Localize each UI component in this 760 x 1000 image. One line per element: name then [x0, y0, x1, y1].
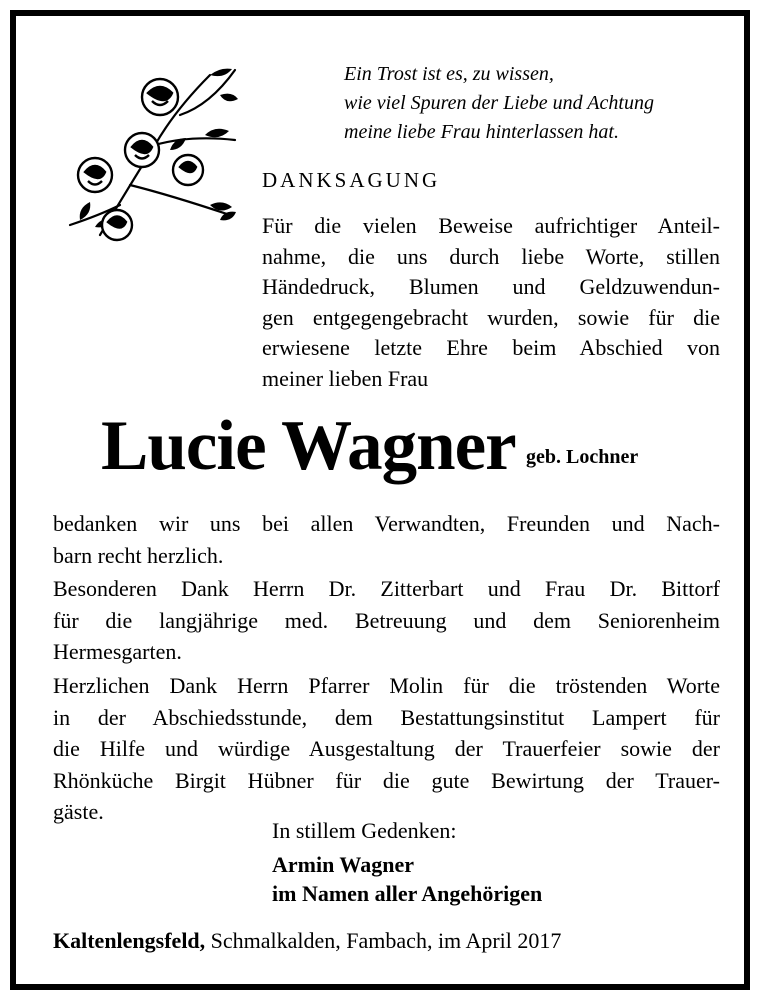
quote-line-3: meine liebe Frau hinterlassen hat.: [344, 121, 619, 143]
signer-name: Armin Wagner: [272, 852, 414, 877]
thanks-paragraph-1: [53, 508, 720, 571]
body-line: Rhönküche Birgit Hübner für die gute Bewirtung der Trauer-: [53, 767, 720, 793]
intro-line: erwiesene letzte Ehre beim Abschied von: [262, 335, 720, 360]
quote-line-2: wie viel Spuren der Liebe und Achtung: [344, 92, 654, 114]
intro-line: gen entgegengebracht wurden, sowie für die: [262, 304, 720, 330]
intro-line: Für die vielen Beweise aufrichtiger Anteil-: [262, 213, 720, 238]
body-line: barn recht herzlich.: [53, 542, 224, 568]
body-line: Herzlichen Dank Herrn Pfarrer Molin für die tröstenden Worte: [53, 673, 720, 698]
heading-danksagung: DANKSAGUNG: [262, 168, 441, 192]
intro-paragraph: [262, 211, 720, 394]
place-main: Kaltenlengsfeld,: [53, 928, 206, 953]
thanks-paragraph-2: [53, 573, 720, 668]
body-line: Besonderen Dank Herrn Dr. Zitterbart und Frau Dr. Bittorf: [53, 576, 720, 601]
body-line: in der Abschiedsstunde, dem Bestattungsinstitut Lampert für: [53, 704, 720, 730]
thanks-paragraph-3: [53, 670, 720, 828]
deceased-birth-name: geb. Lochner: [526, 446, 639, 468]
roses-illustration-icon: [60, 55, 240, 255]
quote-line-1: Ein Trost ist es, zu wissen,: [344, 63, 554, 85]
place-date-line: [53, 928, 561, 954]
intro-line: meiner lieben Frau: [262, 365, 429, 391]
deceased-name: Lucie Wagner: [101, 407, 516, 485]
body-line: gäste.: [53, 799, 104, 824]
intro-line: nahme, die uns durch liebe Worte, stillen: [262, 243, 720, 269]
memorial-quote: [344, 60, 724, 147]
closing-phrase: In stillem Gedenken:: [272, 818, 457, 843]
body-line: für die langjährige med. Betreuung und dem Seniorenheim: [53, 607, 720, 633]
body-line: Hermesgarten.: [53, 639, 182, 664]
place-rest: Schmalkalden, Fambach, im April 2017: [205, 928, 562, 953]
signer-note: im Namen aller Angehörigen: [272, 881, 543, 906]
body-line: bedanken wir uns bei allen Verwandten, Freunden und Nach-: [53, 511, 720, 536]
intro-line: Händedruck, Blumen und Geldzuwendun-: [262, 274, 720, 299]
body-line: die Hilfe und würdige Ausgestaltung der Trauerfeier sowie der: [53, 736, 720, 761]
